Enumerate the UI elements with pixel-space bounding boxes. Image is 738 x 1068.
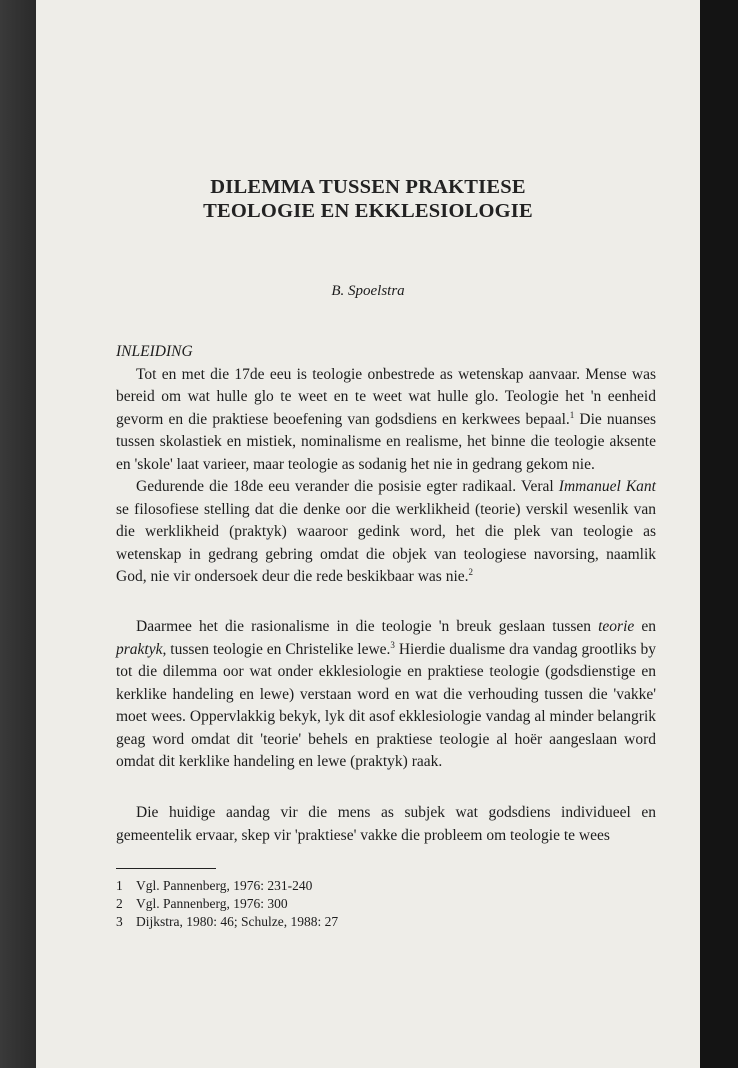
- footnote-2-number: 2: [116, 896, 123, 911]
- paragraph-3: [116, 616, 656, 774]
- paragraph-3-italic-1: teorie: [598, 618, 635, 635]
- body-block-2: [116, 616, 656, 774]
- paragraph-3-text-b: en: [634, 618, 657, 635]
- document-page: [36, 0, 700, 1068]
- paragraph-1-text: Tot en met die 17de eeu is teologie onbestrede as wetenskap aanvaar. Mense was bereid om wat hulle glo te weet en te weet wat hulle glo. Teologie het 'n eenheid gevorm en die praktiese beoefening van godsdiens en kerkwees bepaal.: [116, 365, 656, 428]
- footnote-1: [116, 877, 516, 895]
- footnote-1-number: 1: [116, 878, 123, 893]
- footnote-ref-2: 2: [468, 566, 474, 577]
- title-line-1: DILEMMA TUSSEN PRAKTIESE: [210, 176, 526, 198]
- paragraph-3-text-d: Hierdie dualisme dra vandag grootliks by tot die dilemma oor wat onder ekklesiologie en praktiese teologie (godsdienstige en kerklike handeling en lewe) verstaan word en wat die verhouding tussen die 'vakke' moet wees. Oppervlakkig bekyk, lyk dit asof ekklesiologie vandag al minder belangrik geag word omdat dit 'teorie' behels en praktiese teologie al hoër aangeslaan word omdat dit kerklike handeling en lewe (praktyk) raak.: [116, 640, 656, 770]
- paragraph-3-text-c: tussen teologie en Christelike lewe.: [166, 640, 391, 658]
- body-block-3: [116, 802, 656, 847]
- footnote-1-text: Vgl. Pannenberg, 1976: 231-240: [136, 878, 313, 893]
- article-title: [36, 175, 700, 223]
- paragraph-1-continued: Die nuanses tussen skolastiek en mistiek, nominalisme en realisme, het binne die teologie aksente en 'skole' laat varieer, maar teologie as sodanig het nie in gedrang gekom nie.: [116, 410, 657, 473]
- footnote-2-text: Vgl. Pannenberg, 1976: 300: [136, 896, 288, 911]
- paragraph-3-text-a: Daarmee het die rasionalisme in die teologie 'n breuk geslaan tussen: [136, 618, 599, 635]
- scan-right-border: [700, 0, 738, 1068]
- footnote-2: [116, 895, 516, 913]
- body-block-1: [116, 341, 656, 589]
- paragraph-3-italic-2: praktyk,: [116, 640, 167, 658]
- section-heading: INLEIDING: [116, 343, 193, 360]
- footnote-3-text: Dijkstra, 1980: 46; Schulze, 1988: 27: [136, 914, 339, 929]
- title-line-2: TEOLOGIE EN EKKLESIOLOGIE: [203, 200, 533, 222]
- footnotes: [116, 877, 516, 931]
- footnote-ref-3: 3: [390, 639, 395, 650]
- footnote-3: [116, 913, 516, 931]
- footnote-3-number: 3: [116, 914, 123, 929]
- paragraph-2: [116, 476, 656, 589]
- paragraph-2-text-b: se filosofiese stelling dat die denke oor die werklikheid (teorie) verskil wesenlik van die werklikheid (praktyk) waaroor gedink word, het die plek van teologie as wetenskap in gedrang gebring omdat die objek van teologiese navorsing, naamlik God, nie vir ondersoek deur die rede beskikbaar was nie.: [116, 500, 656, 585]
- footnote-divider: [116, 868, 216, 869]
- paragraph-4: Die huidige aandag vir die mens as subjek wat godsdiens individueel en gemeentelik ervaar, skep vir 'praktiese' vakke die probleem om teologie te wees: [116, 804, 656, 844]
- paragraph-2-italic: Immanuel Kant: [558, 478, 656, 495]
- paragraph-1: [116, 364, 656, 477]
- author-name: B. Spoelstra: [331, 283, 405, 299]
- paragraph-2-text-a: Gedurende die 18de eeu verander die posisie egter radikaal. Veral: [136, 478, 559, 495]
- scan-left-border: [0, 0, 36, 1068]
- footnote-ref-1: 1: [569, 409, 575, 420]
